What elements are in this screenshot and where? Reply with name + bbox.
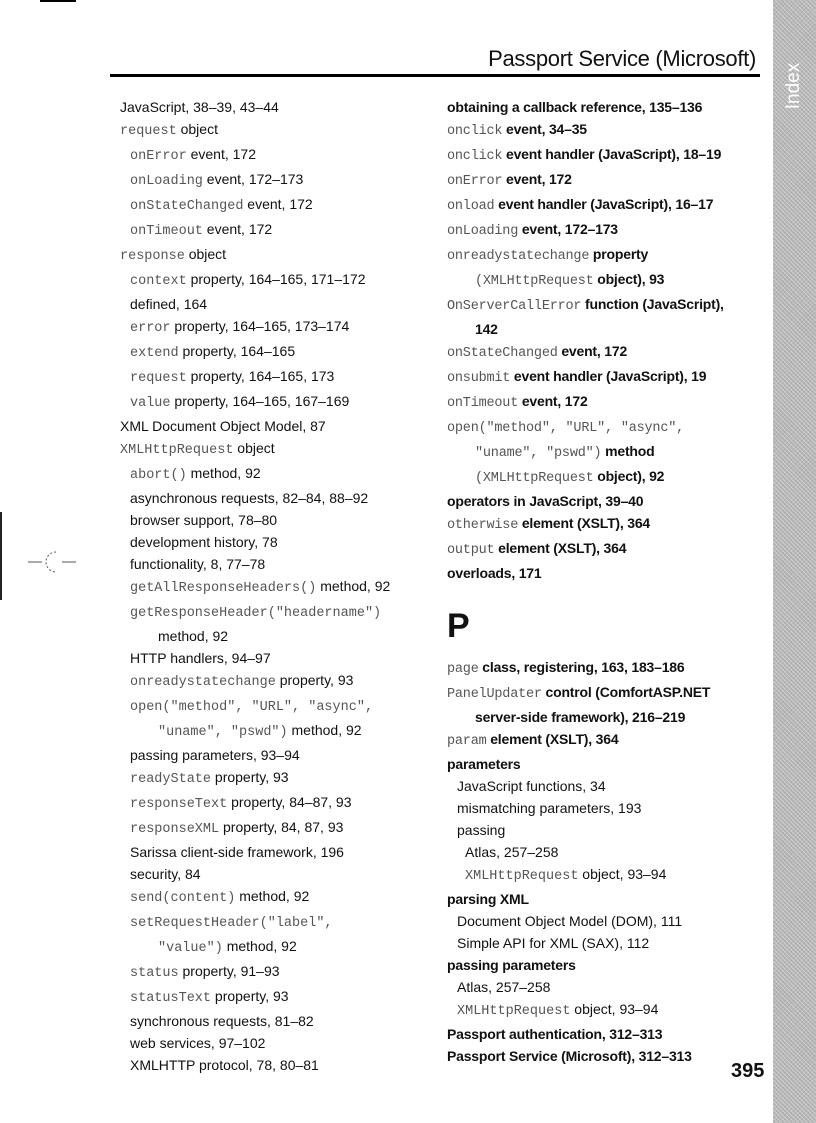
- index-entry: [447, 728, 767, 753]
- index-entry-text: event, 172–173: [202, 171, 304, 187]
- index-entry-text: defined, 164: [130, 296, 208, 312]
- index-entry: [120, 315, 440, 340]
- index-entry: [447, 365, 767, 390]
- index-entry: [120, 669, 440, 694]
- index-entry-text: property, 84, 87, 93: [219, 819, 344, 835]
- left-margin-line: [0, 512, 2, 600]
- index-entry-text: synchronous requests, 81–82: [130, 1013, 314, 1029]
- index-entry: [120, 96, 440, 118]
- index-entry-text: asynchronous requests, 82–84, 88–92: [130, 490, 369, 506]
- index-entry: [447, 1023, 767, 1045]
- index-entry-code-term: responseText: [130, 797, 228, 812]
- index-entry-code-term: onTimeout: [130, 224, 203, 239]
- index-entry-code-term: statusText: [130, 991, 212, 1006]
- index-entry-text: method, 92: [235, 888, 310, 904]
- index-entry-text: element (XSLT), 364: [486, 731, 619, 747]
- index-entry: [447, 243, 767, 268]
- index-entry-code-term: (XMLHttpRequest: [475, 471, 594, 486]
- index-entry: [120, 193, 440, 218]
- index-entry: [447, 562, 767, 584]
- index-side-tab-label: [773, 58, 816, 114]
- index-entry-text: security, 84: [130, 866, 201, 882]
- index-column-right: [447, 96, 767, 1067]
- index-entry-text: Passport authentication, 312–313: [447, 1026, 663, 1042]
- index-entry: [447, 910, 767, 932]
- index-entry: [120, 694, 440, 719]
- index-entry-code-term: request: [130, 371, 187, 386]
- index-entry: [120, 1032, 440, 1054]
- index-entry: [447, 976, 767, 998]
- index-entry-text: element (XSLT), 364: [494, 540, 627, 556]
- page-number: 395: [731, 1060, 765, 1082]
- index-entry-text: event, 172: [557, 343, 628, 359]
- index-entry-text: method, 92: [316, 578, 391, 594]
- index-entry-text: XML Document Object Model, 87: [120, 418, 326, 434]
- registration-mark-icon: [28, 548, 78, 576]
- index-entry: [447, 998, 767, 1023]
- index-entry: [120, 118, 440, 143]
- index-entry: [447, 168, 767, 193]
- index-entry: [447, 1045, 767, 1067]
- index-entry-code-term: response: [120, 249, 185, 264]
- index-entry-text: object: [233, 440, 275, 456]
- index-entry: [120, 293, 440, 315]
- index-entry-text: event, 172: [518, 393, 588, 409]
- index-entry: [120, 744, 440, 766]
- index-entry: [447, 706, 767, 728]
- index-entry-text: JavaScript functions, 34: [457, 778, 606, 794]
- index-entry: [120, 816, 440, 841]
- index-entry-text: element (XSLT), 364: [518, 515, 651, 531]
- index-entry-text: object), 93: [593, 271, 665, 287]
- running-header-title: Passport Service (Microsoft): [488, 46, 756, 71]
- index-entry-code-term: "value"): [158, 941, 223, 956]
- index-entry: [120, 863, 440, 885]
- index-column-left: [120, 96, 440, 1076]
- index-entry: [447, 656, 767, 681]
- index-entry: [120, 531, 440, 553]
- index-entry-text: event handler (JavaScript), 19: [510, 368, 707, 384]
- index-entry: [120, 600, 440, 625]
- index-entry-code-term: onreadystatechange: [447, 249, 590, 264]
- index-entry-text: class, registering, 163, 183–186: [478, 659, 685, 675]
- top-crop-rule: [40, 0, 76, 2]
- index-entry-code-term: open("method", "URL", "async",: [447, 421, 685, 436]
- index-entry-text: property, 91–93: [178, 963, 280, 979]
- index-entry-text: parsing XML: [447, 891, 529, 907]
- index-entry-text: property, 164–165: [178, 343, 296, 359]
- index-entry-text: event, 172: [243, 196, 313, 212]
- index-entry-text: Document Object Model (DOM), 111: [457, 913, 683, 929]
- index-entry: [120, 647, 440, 669]
- index-entry: [120, 415, 440, 437]
- index-entry: [120, 243, 440, 268]
- index-entry-text: object, 93–94: [570, 1001, 659, 1017]
- index-entry: [447, 415, 767, 440]
- index-entry-text: property, 164–165, 171–172: [186, 271, 366, 287]
- index-entry-text: Atlas, 257–258: [465, 844, 559, 860]
- index-entry-code-term: otherwise: [447, 518, 519, 533]
- index-entry: [120, 575, 440, 600]
- index-entry: [447, 293, 767, 318]
- index-entry: [120, 268, 440, 293]
- index-entry-text: XMLHTTP protocol, 78, 80–81: [130, 1057, 319, 1073]
- index-entry: [120, 553, 440, 575]
- index-entry-text: property, 93: [211, 988, 289, 1004]
- index-entry-text: operators in JavaScript, 39–40: [447, 493, 644, 509]
- index-entry: [120, 437, 440, 462]
- index-column-right-o-entries: [447, 96, 767, 584]
- index-entry: [120, 791, 440, 816]
- index-entry-code-term: extend: [130, 346, 179, 361]
- index-entry: [447, 797, 767, 819]
- index-tab-text: Index: [783, 62, 805, 110]
- index-entry-code-term: request: [120, 124, 177, 139]
- index-entry-text: property, 84–87, 93: [227, 794, 352, 810]
- index-entry: [120, 766, 440, 791]
- index-entry: [447, 512, 767, 537]
- index-entry-code-term: param: [447, 734, 487, 749]
- index-entry: [447, 681, 767, 706]
- index-entry-text: passing parameters: [447, 957, 576, 973]
- index-entry-code-term: setRequestHeader("label",: [130, 916, 333, 931]
- index-entry-code-term: status: [130, 966, 179, 981]
- index-entry-text: control (ComfortASP.NET: [541, 684, 711, 700]
- index-entry-code-term: error: [130, 321, 171, 336]
- index-entry-code-term: onclick: [447, 124, 503, 139]
- index-entry-text: development history, 78: [130, 534, 278, 550]
- index-entry-code-term: page: [447, 662, 479, 677]
- index-entry-code-term: onStateChanged: [447, 346, 558, 361]
- index-entry: [447, 118, 767, 143]
- index-entry-code-term: getAllResponseHeaders(): [130, 581, 317, 596]
- index-entry: [120, 487, 440, 509]
- index-entry: [447, 390, 767, 415]
- index-entry-text: event handler (JavaScript), 18–19: [502, 146, 722, 162]
- index-entry-text: overloads, 171: [447, 565, 542, 581]
- index-entry: [120, 841, 440, 863]
- index-entry-code-term: onError: [130, 149, 187, 164]
- index-column-right-p-entries: [447, 656, 767, 1067]
- index-entry-code-term: getResponseHeader("headername"): [130, 606, 382, 621]
- index-entry-text: property, 164–165, 173–174: [170, 318, 350, 334]
- index-entry: [447, 888, 767, 910]
- index-entry-code-term: context: [130, 274, 187, 289]
- index-entry-text: method, 92: [222, 938, 297, 954]
- index-entry-text: obtaining a callback reference, 135–136: [447, 99, 703, 115]
- index-entry-text: object), 92: [593, 468, 665, 484]
- index-entry-text: property, 93: [275, 672, 354, 688]
- index-entry: [447, 954, 767, 976]
- index-entry-code-term: onStateChanged: [130, 199, 244, 214]
- index-entry: [120, 719, 440, 744]
- index-entry: [120, 462, 440, 487]
- index-entry: [120, 509, 440, 531]
- index-entry-text: event, 172: [186, 146, 256, 162]
- index-entry-text: method: [601, 443, 655, 459]
- index-entry-text: server-side framework), 216–219: [475, 709, 686, 725]
- index-entry: [120, 168, 440, 193]
- index-entry: [120, 910, 440, 935]
- index-entry: [447, 143, 767, 168]
- index-entry-text: Passport Service (Microsoft), 312–313: [447, 1048, 692, 1064]
- index-entry: [120, 1054, 440, 1076]
- index-side-tab: [773, 0, 816, 1123]
- index-entry: [447, 340, 767, 365]
- index-entry: [120, 365, 440, 390]
- index-entry: [447, 753, 767, 775]
- index-entry: [447, 819, 767, 841]
- index-entry: [120, 625, 440, 647]
- index-entry-code-term: onLoading: [447, 224, 519, 239]
- index-entry-code-term: send(content): [130, 891, 236, 906]
- index-entry-text: property, 164–165, 167–169: [170, 393, 350, 409]
- index-entry-text: Sarissa client-side framework, 196: [130, 844, 344, 860]
- index-entry: [447, 465, 767, 490]
- index-entry: [120, 935, 440, 960]
- section-letter-heading: P: [447, 607, 470, 645]
- index-entry-text: object: [184, 246, 227, 262]
- index-entry-code-term: onTimeout: [447, 396, 519, 411]
- index-entry-code-term: onload: [447, 199, 495, 214]
- index-entry-code-term: onsubmit: [447, 371, 511, 386]
- index-entry-text: HTTP handlers, 94–97: [130, 650, 271, 666]
- index-entry-text: passing: [457, 822, 506, 838]
- index-entry: [120, 218, 440, 243]
- index-entry: [447, 537, 767, 562]
- index-entry-text: function (JavaScript),: [581, 296, 724, 312]
- index-entry-code-term: XMLHttpRequest: [465, 869, 579, 884]
- index-entry-text: property, 164–165, 173: [186, 368, 335, 384]
- index-entry-text: event, 172: [202, 221, 273, 237]
- index-entry-code-term: onLoading: [130, 174, 203, 189]
- index-entry: [120, 885, 440, 910]
- index-entry-text: property: [589, 246, 649, 262]
- index-entry-text: method, 92: [287, 722, 362, 738]
- index-entry-text: event, 34–35: [502, 121, 587, 137]
- index-entry-code-term: OnServerCallError: [447, 299, 582, 314]
- index-entry-text: mismatching parameters, 193: [457, 800, 642, 816]
- index-entry-text: web services, 97–102: [130, 1035, 266, 1051]
- index-entry-text: parameters: [447, 756, 521, 772]
- index-entry: [447, 218, 767, 243]
- index-entry-text: object: [176, 121, 218, 137]
- index-entry-text: passing parameters, 93–94: [130, 747, 300, 763]
- index-entry-text: browser support, 78–80: [130, 512, 278, 528]
- index-entry-code-term: (XMLHttpRequest: [475, 274, 594, 289]
- index-entry-code-term: output: [447, 543, 495, 558]
- index-entry: [120, 340, 440, 365]
- index-entry: [120, 985, 440, 1010]
- index-entry-code-term: readyState: [130, 772, 212, 787]
- index-entry-text: method, 92: [158, 628, 229, 644]
- index-entry-text: method, 92: [186, 465, 261, 481]
- index-entry: [447, 841, 767, 863]
- index-entry-text: event, 172: [502, 171, 572, 187]
- index-entry: [447, 96, 767, 118]
- index-entry: [447, 932, 767, 954]
- index-entry-text: JavaScript, 38–39, 43–44: [120, 99, 279, 115]
- index-entry-text: event handler (JavaScript), 16–17: [494, 196, 714, 212]
- index-entry: [447, 775, 767, 797]
- index-entry-text: Simple API for XML (SAX), 112: [457, 935, 650, 951]
- index-entry-text: event, 172–173: [518, 221, 618, 237]
- index-entry: [120, 390, 440, 415]
- index-entry-text: object, 93–94: [578, 866, 667, 882]
- index-entry-code-term: abort(): [130, 468, 187, 483]
- index-entry: [447, 440, 767, 465]
- index-entry-code-term: onreadystatechange: [130, 675, 276, 690]
- index-entry-code-term: "uname", "pswd"): [158, 725, 288, 740]
- header-rule: [110, 74, 760, 77]
- index-entry-code-term: XMLHttpRequest: [120, 443, 234, 458]
- index-entry: [120, 1010, 440, 1032]
- index-entry-code-term: onError: [447, 174, 503, 189]
- index-entry-code-term: open("method", "URL", "async",: [130, 700, 374, 715]
- index-entry-text: Atlas, 257–258: [457, 979, 551, 995]
- index-entry: [120, 143, 440, 168]
- index-entry-text: functionality, 8, 77–78: [130, 556, 266, 572]
- index-entry: [447, 193, 767, 218]
- index-entry-text: 142: [475, 321, 498, 337]
- index-entry: [447, 863, 767, 888]
- index-entry: [447, 318, 767, 340]
- index-entry-text: property, 93: [211, 769, 289, 785]
- index-entry-code-term: XMLHttpRequest: [457, 1004, 571, 1019]
- index-entry-code-term: onclick: [447, 149, 503, 164]
- index-entry: [447, 268, 767, 293]
- index-entry-code-term: value: [130, 396, 171, 411]
- index-entry: [447, 490, 767, 512]
- index-entry: [120, 960, 440, 985]
- index-entry-code-term: responseXML: [130, 822, 220, 837]
- index-entry-code-term: "uname", "pswd"): [475, 446, 602, 461]
- index-entry-code-term: PanelUpdater: [447, 687, 542, 702]
